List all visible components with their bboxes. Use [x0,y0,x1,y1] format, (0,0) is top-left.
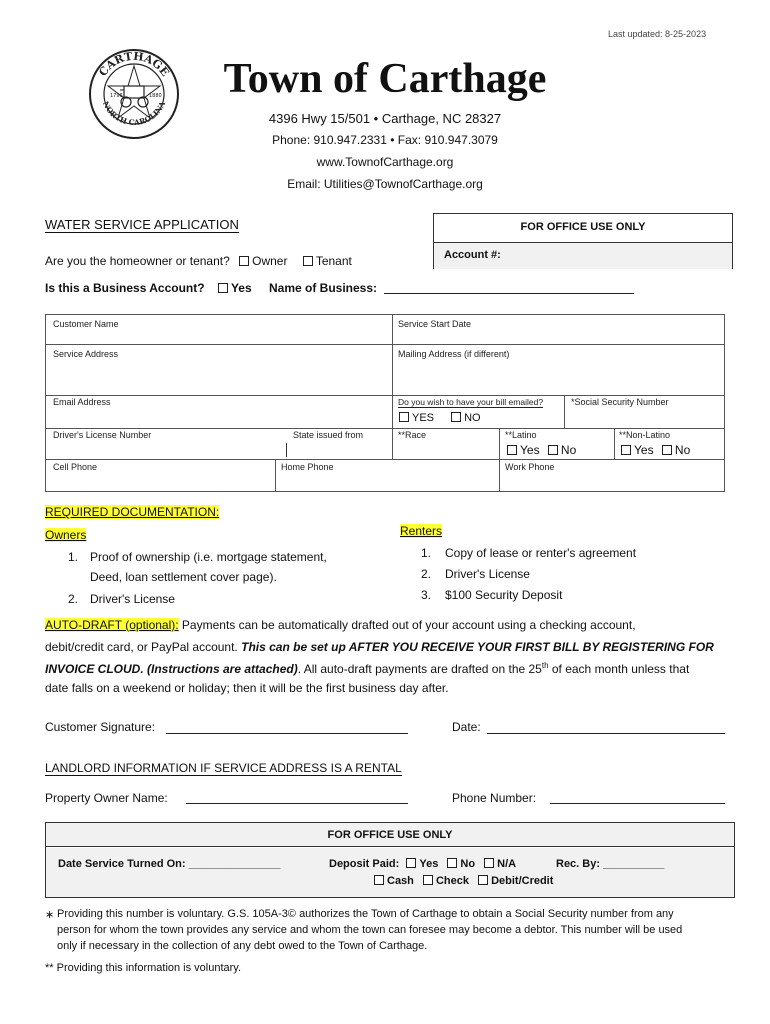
tenant-label: Tenant [315,254,352,268]
payment-method-row: Cash Check Debit/Credit [374,875,553,887]
home-phone-field[interactable] [277,473,498,490]
service-address-label: Service Address [53,349,119,359]
work-phone-field[interactable] [501,473,722,490]
application-form-grid [45,314,725,492]
mailing-address-label: Mailing Address (if different) [398,349,510,359]
autodraft-line-2: debit/credit card, or PayPal account. This can be set up AFTER YOU RECEIVE YOUR FIRST BILL BY REGISTERING FOR [45,640,714,654]
ssn-field[interactable] [566,409,722,427]
bill-email-no-checkbox[interactable] [451,412,461,422]
race-field[interactable] [394,441,498,458]
state-issued-field[interactable] [290,441,390,458]
non-latino-options [621,443,690,457]
town-email[interactable]: Email: Utilities@TownofCarthage.org [287,177,483,191]
homeowner-row [45,254,352,268]
property-owner-field[interactable] [186,803,408,804]
business-row [45,281,252,295]
svg-text:1796: 1796 [110,93,123,99]
footnote-1-line-2: person for whom the town provides any service and whom the town can foresee may become a debtor. This number will be used [57,924,683,936]
autodraft-line-3: INVOICE CLOUD. (Instructions are attached). All auto-draft payments are drafted on the 25th of each month unless that [45,661,690,676]
owners-item-2: Driver's License [90,592,175,606]
office-use-box-bottom [45,822,735,898]
deposit-no-checkbox[interactable] [447,858,457,868]
non-latino-yes-checkbox[interactable] [621,445,631,455]
service-address-field[interactable] [48,361,390,393]
owners-item-1-num: 1. [68,550,79,564]
town-website[interactable]: www.TownofCarthage.org [316,155,454,169]
non-latino-no-checkbox[interactable] [662,445,672,455]
town-title: Town of Carthage [223,56,547,102]
drivers-license-label: Driver's License Number [53,430,152,440]
account-number-label: Account #: [444,249,501,261]
owner-label: Owner [252,254,288,268]
required-docs-heading: REQUIRED DOCUMENTATION: [45,505,220,519]
renters-item-2: Driver's License [445,567,530,581]
deposit-paid-row: Deposit Paid: Yes No N/A [329,858,517,870]
autodraft-line-1: AUTO-DRAFT (optional): Payments can be automatically drafted out of your account using a checking account, [45,618,636,632]
town-seal [88,48,180,140]
bill-email-yes-label: YES [412,412,435,424]
debit-credit-checkbox[interactable] [478,875,488,885]
business-name-field[interactable] [384,293,634,294]
state-issued-label: State issued from [293,430,364,440]
customer-name-label: Customer Name [53,319,119,329]
business-question: Is this a Business Account? [45,281,205,295]
autodraft-line-4: date falls on a weekend or holiday; then it will be the first business day after. [45,681,449,695]
tenant-checkbox[interactable] [303,256,313,266]
renters-item-3: $100 Security Deposit [445,588,563,602]
customer-name-field[interactable] [48,329,390,343]
date-label: Date: [452,720,481,734]
landlord-heading: LANDLORD INFORMATION IF SERVICE ADDRESS IS A RENTAL [45,761,402,775]
deposit-yes-checkbox[interactable] [406,858,416,868]
work-phone-label: Work Phone [505,462,555,472]
svg-text:CARTHAGE: CARTHAGE [96,49,172,79]
footnote-1-line-3: only if necessary in the collection of any debt owed to the Town of Carthage. [57,940,428,952]
renters-heading: Renters [400,524,443,538]
date-service-turned-on: Date Service Turned On: _______________ [58,858,281,870]
latino-label: **Latino [505,430,537,440]
signature-label: Customer Signature: [45,720,156,734]
office-use-box [433,213,733,269]
service-start-label: Service Start Date [398,319,472,329]
last-updated: Last updated: 8-25-2023 [608,29,707,39]
home-phone-label: Home Phone [281,462,334,472]
bill-email-no-label: NO [464,412,481,424]
drivers-license-field[interactable] [48,441,284,458]
homeowner-question: Are you the homeowner or tenant? [45,254,230,268]
office-use-bottom-title: FOR OFFICE USE ONLY [327,829,453,841]
latino-options [507,443,576,457]
phone-number-label: Phone Number: [452,791,537,805]
property-owner-label: Property Owner Name: [45,791,168,805]
cash-checkbox[interactable] [374,875,384,885]
owners-item-1: Proof of ownership (i.e. mortgage statement, [90,550,327,564]
mailing-address-field[interactable] [394,361,722,393]
business-yes-checkbox[interactable] [218,283,228,293]
received-by: Rec. By: __________ [556,858,665,870]
cell-phone-label: Cell Phone [53,462,98,472]
renters-item-1-num: 1. [421,546,432,560]
latino-no-checkbox[interactable] [548,445,558,455]
town-phone-fax: Phone: 910.947.2331 • Fax: 910.947.3079 [272,133,498,147]
business-name-label: Name of Business: [269,281,378,295]
non-latino-label: **Non-Latino [619,430,671,440]
ssn-label: *Social Security Number [571,397,669,407]
svg-text:1880: 1880 [149,93,162,99]
phone-number-field[interactable] [550,803,725,804]
owners-item-1-cont: Deed, loan settlement cover page). [90,570,277,584]
svg-text:NORTH CAROLINA: NORTH CAROLINA [100,99,168,128]
bill-email-options [399,412,481,424]
email-address-label: Email Address [53,397,111,407]
owners-heading: Owners [45,528,87,542]
bill-email-question: Do you wish to have your bill emailed? [398,397,544,407]
renters-item-2-num: 2. [421,567,432,581]
email-address-field[interactable] [48,409,390,427]
service-start-field[interactable] [394,329,722,343]
renters-item-1: Copy of lease or renter's agreement [445,546,637,560]
owner-checkbox[interactable] [239,256,249,266]
date-field[interactable] [487,733,725,734]
latino-no-label: No [560,443,577,457]
office-use-title: FOR OFFICE USE ONLY [520,221,646,233]
renters-item-3-num: 3. [421,588,432,602]
non-latino-yes-label: Yes [634,443,654,457]
footnote-1-line-1: Providing this number is voluntary. G.S. 105A-3© authorizes the Town of Carthage to obtain a Social Security number from any [57,908,674,920]
footnote-star: ∗ [45,909,55,921]
town-address: 4396 Hwy 15/501 • Carthage, NC 28327 [268,111,502,126]
check-checkbox[interactable] [423,875,433,885]
signature-field[interactable] [166,733,408,734]
latino-yes-label: Yes [520,443,540,457]
owners-item-2-num: 2. [68,592,79,606]
deposit-na-checkbox[interactable] [484,858,494,868]
bill-email-yes-checkbox[interactable] [399,412,409,422]
cell-phone-field[interactable] [48,473,274,490]
footnote-2: ** Providing this information is voluntary. [45,962,242,974]
non-latino-no-label: No [674,443,691,457]
application-title: WATER SERVICE APPLICATION [45,217,239,232]
autodraft-label: AUTO-DRAFT (optional): [45,618,179,632]
latino-yes-checkbox[interactable] [507,445,517,455]
business-yes-label: Yes [230,281,252,295]
race-label: **Race [398,430,427,440]
